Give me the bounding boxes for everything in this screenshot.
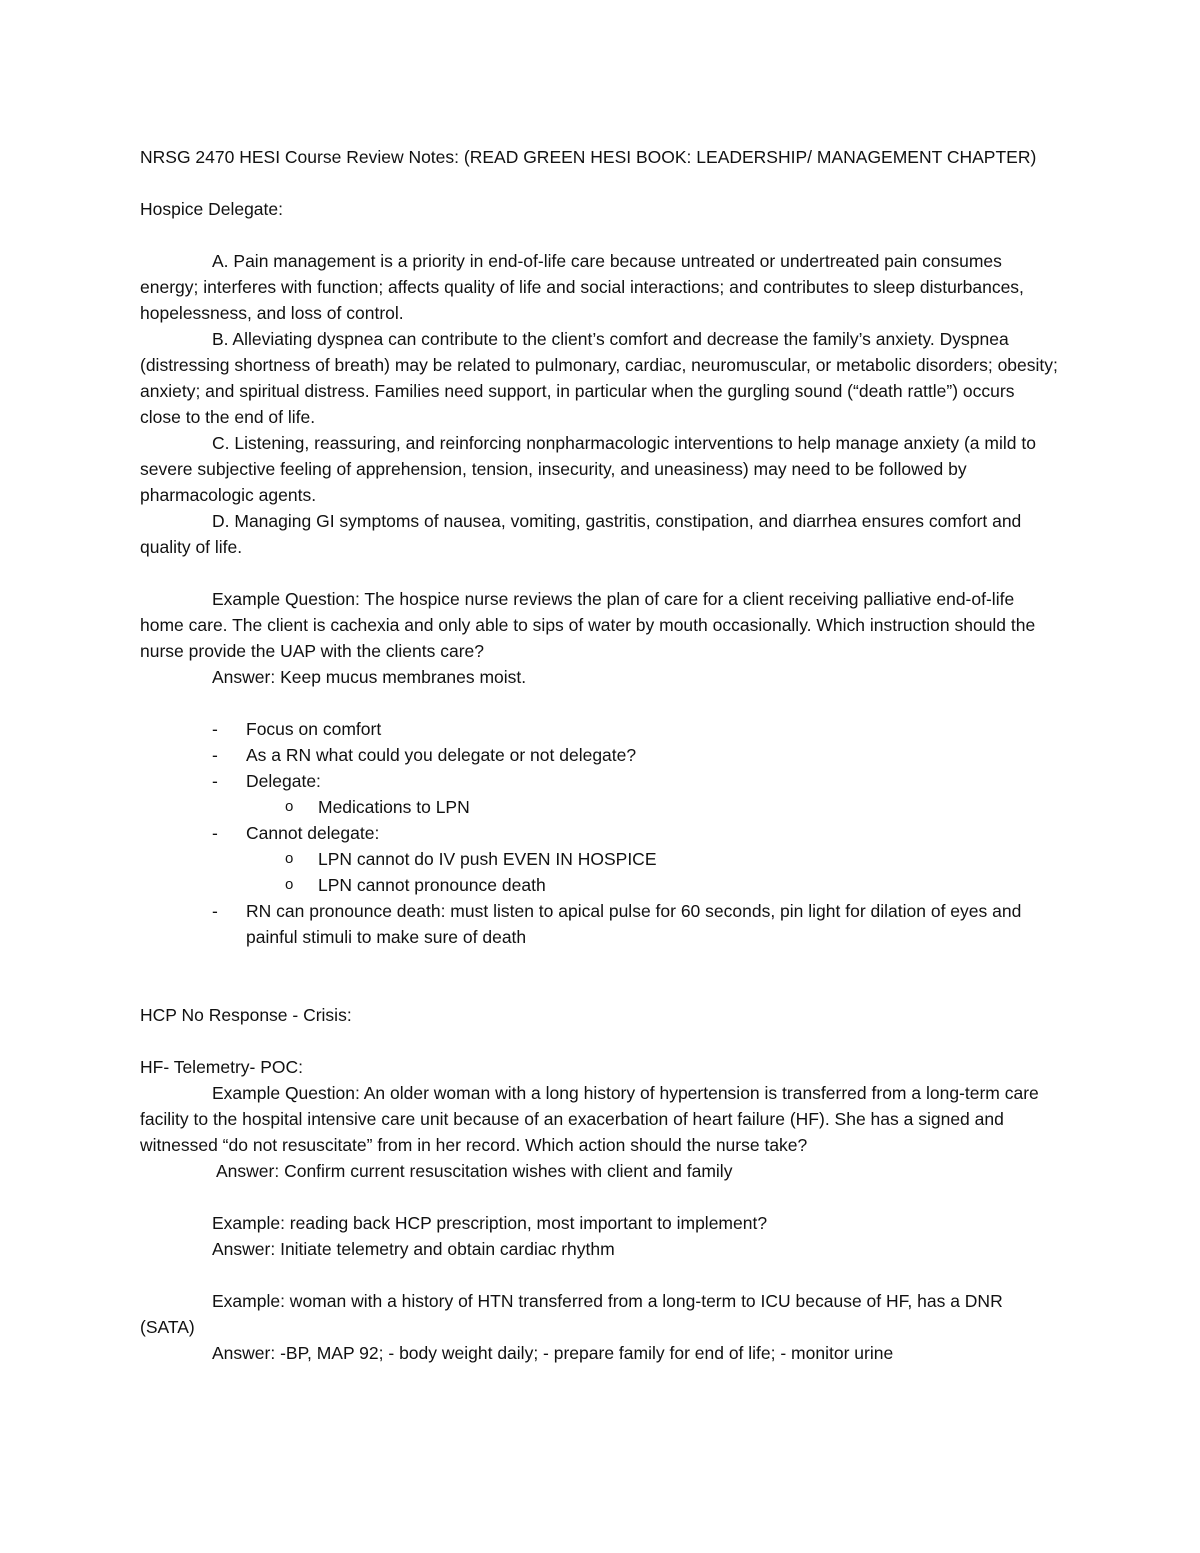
document-body [140,144,1060,1366]
dash-bullet: - [212,745,218,765]
sub-list-item [140,872,1060,898]
hospice-item-d: D. Managing GI symptoms of nausea, vomiting, gastritis, constipation, and diarrhea ensures comfort and quality of life. [140,511,1022,557]
list-item-text: Focus on comfort [246,719,382,739]
hf-example-question-1: Example Question: An older woman with a long history of hypertension is transferred from a long-term care facility to the hospital intensive care unit because of an exacerbation of heart failure (HF). She has a signed and witnessed “do not resuscitate” from in her record. Which action should the nurse take? [140,1083,1039,1155]
hospice-item-a: A. Pain management is a priority in end-of-life care because untreated or undertreated pain consumes energy; interferes with function; affects quality of life and social interactions; and contributes to sleep disturbances, hopelessness, and loss of control. [140,251,1024,323]
cannot-delegate-sublist [140,846,1060,898]
list-item [140,768,1060,794]
circle-bullet: o [285,798,294,815]
hospice-bullet-list [140,716,1060,794]
delegate-sublist [140,794,1060,820]
list-item-text: RN can pronounce death: must listen to apical pulse for 60 seconds, pin light for dilation of eyes and painful stimuli to make sure of death [246,901,1022,947]
section-heading-hcp: HCP No Response - Crisis: [140,1005,352,1025]
hf-answer-3: Answer: -BP, MAP 92; - body weight daily; - prepare family for end of life; - monitor urine [212,1343,894,1363]
hospice-item-b: B. Alleviating dyspnea can contribute to the client’s comfort and decrease the family’s anxiety. Dyspnea (distressing shortness of breath) may be related to pulmonary, cardiac, neuromuscular, or metabolic disorders; obesity; anxiety; and spiritual distress. Families need support, in particular when the gurgling sound (“death rattle”) occurs close to the end of life. [140,329,1058,427]
sub-list-item-text: Medications to LPN [318,797,470,817]
hospice-item-c: C. Listening, reassuring, and reinforcing nonpharmacologic interventions to help manage anxiety (a mild to severe subjective feeling of apprehension, tension, insecurity, and uneasiness) may need to be followed by pharmacologic agents. [140,433,1036,505]
document-title: NRSG 2470 HESI Course Review Notes: (READ GREEN HESI BOOK: LEADERSHIP/ MANAGEMENT CHAPTER) [140,147,1037,167]
hospice-bullet-list-3 [140,898,1060,950]
dash-bullet: - [212,901,218,921]
section-heading-hospice: Hospice Delegate: [140,199,283,219]
list-item [140,716,1060,742]
sub-list-item [140,846,1060,872]
dash-bullet: - [212,823,218,843]
list-item [140,742,1060,768]
sub-list-item-text: LPN cannot do IV push EVEN IN HOSPICE [318,849,657,869]
section-heading-hf: HF- Telemetry- POC: [140,1057,304,1077]
dash-bullet: - [212,771,218,791]
circle-bullet: o [285,850,294,867]
circle-bullet: o [285,876,294,893]
sub-list-item [140,794,1060,820]
list-item-text: Cannot delegate: [246,823,380,843]
hf-example-3: Example: woman with a history of HTN transferred from a long-term to ICU because of HF, has a DNR (SATA) [140,1291,1003,1337]
hf-example-2: Example: reading back HCP prescription, most important to implement? [212,1213,768,1233]
list-item-text: Delegate: [246,771,321,791]
dash-bullet: - [212,719,218,739]
list-item [140,898,1060,950]
list-item-text: As a RN what could you delegate or not delegate? [246,745,637,765]
hospice-answer: Answer: Keep mucus membranes moist. [212,667,527,687]
hf-answer-2: Answer: Initiate telemetry and obtain cardiac rhythm [212,1239,615,1259]
sub-list-item-text: LPN cannot pronounce death [318,875,546,895]
list-item [140,820,1060,846]
hospice-bullet-list-2 [140,820,1060,846]
hf-answer-1: Answer: Confirm current resuscitation wishes with client and family [216,1161,733,1181]
hospice-example-question: Example Question: The hospice nurse reviews the plan of care for a client receiving palliative end-of-life home care. The client is cachexia and only able to sips of water by mouth occasionally. Which instruction should the nurse provide the UAP with the clients care? [140,589,1036,661]
